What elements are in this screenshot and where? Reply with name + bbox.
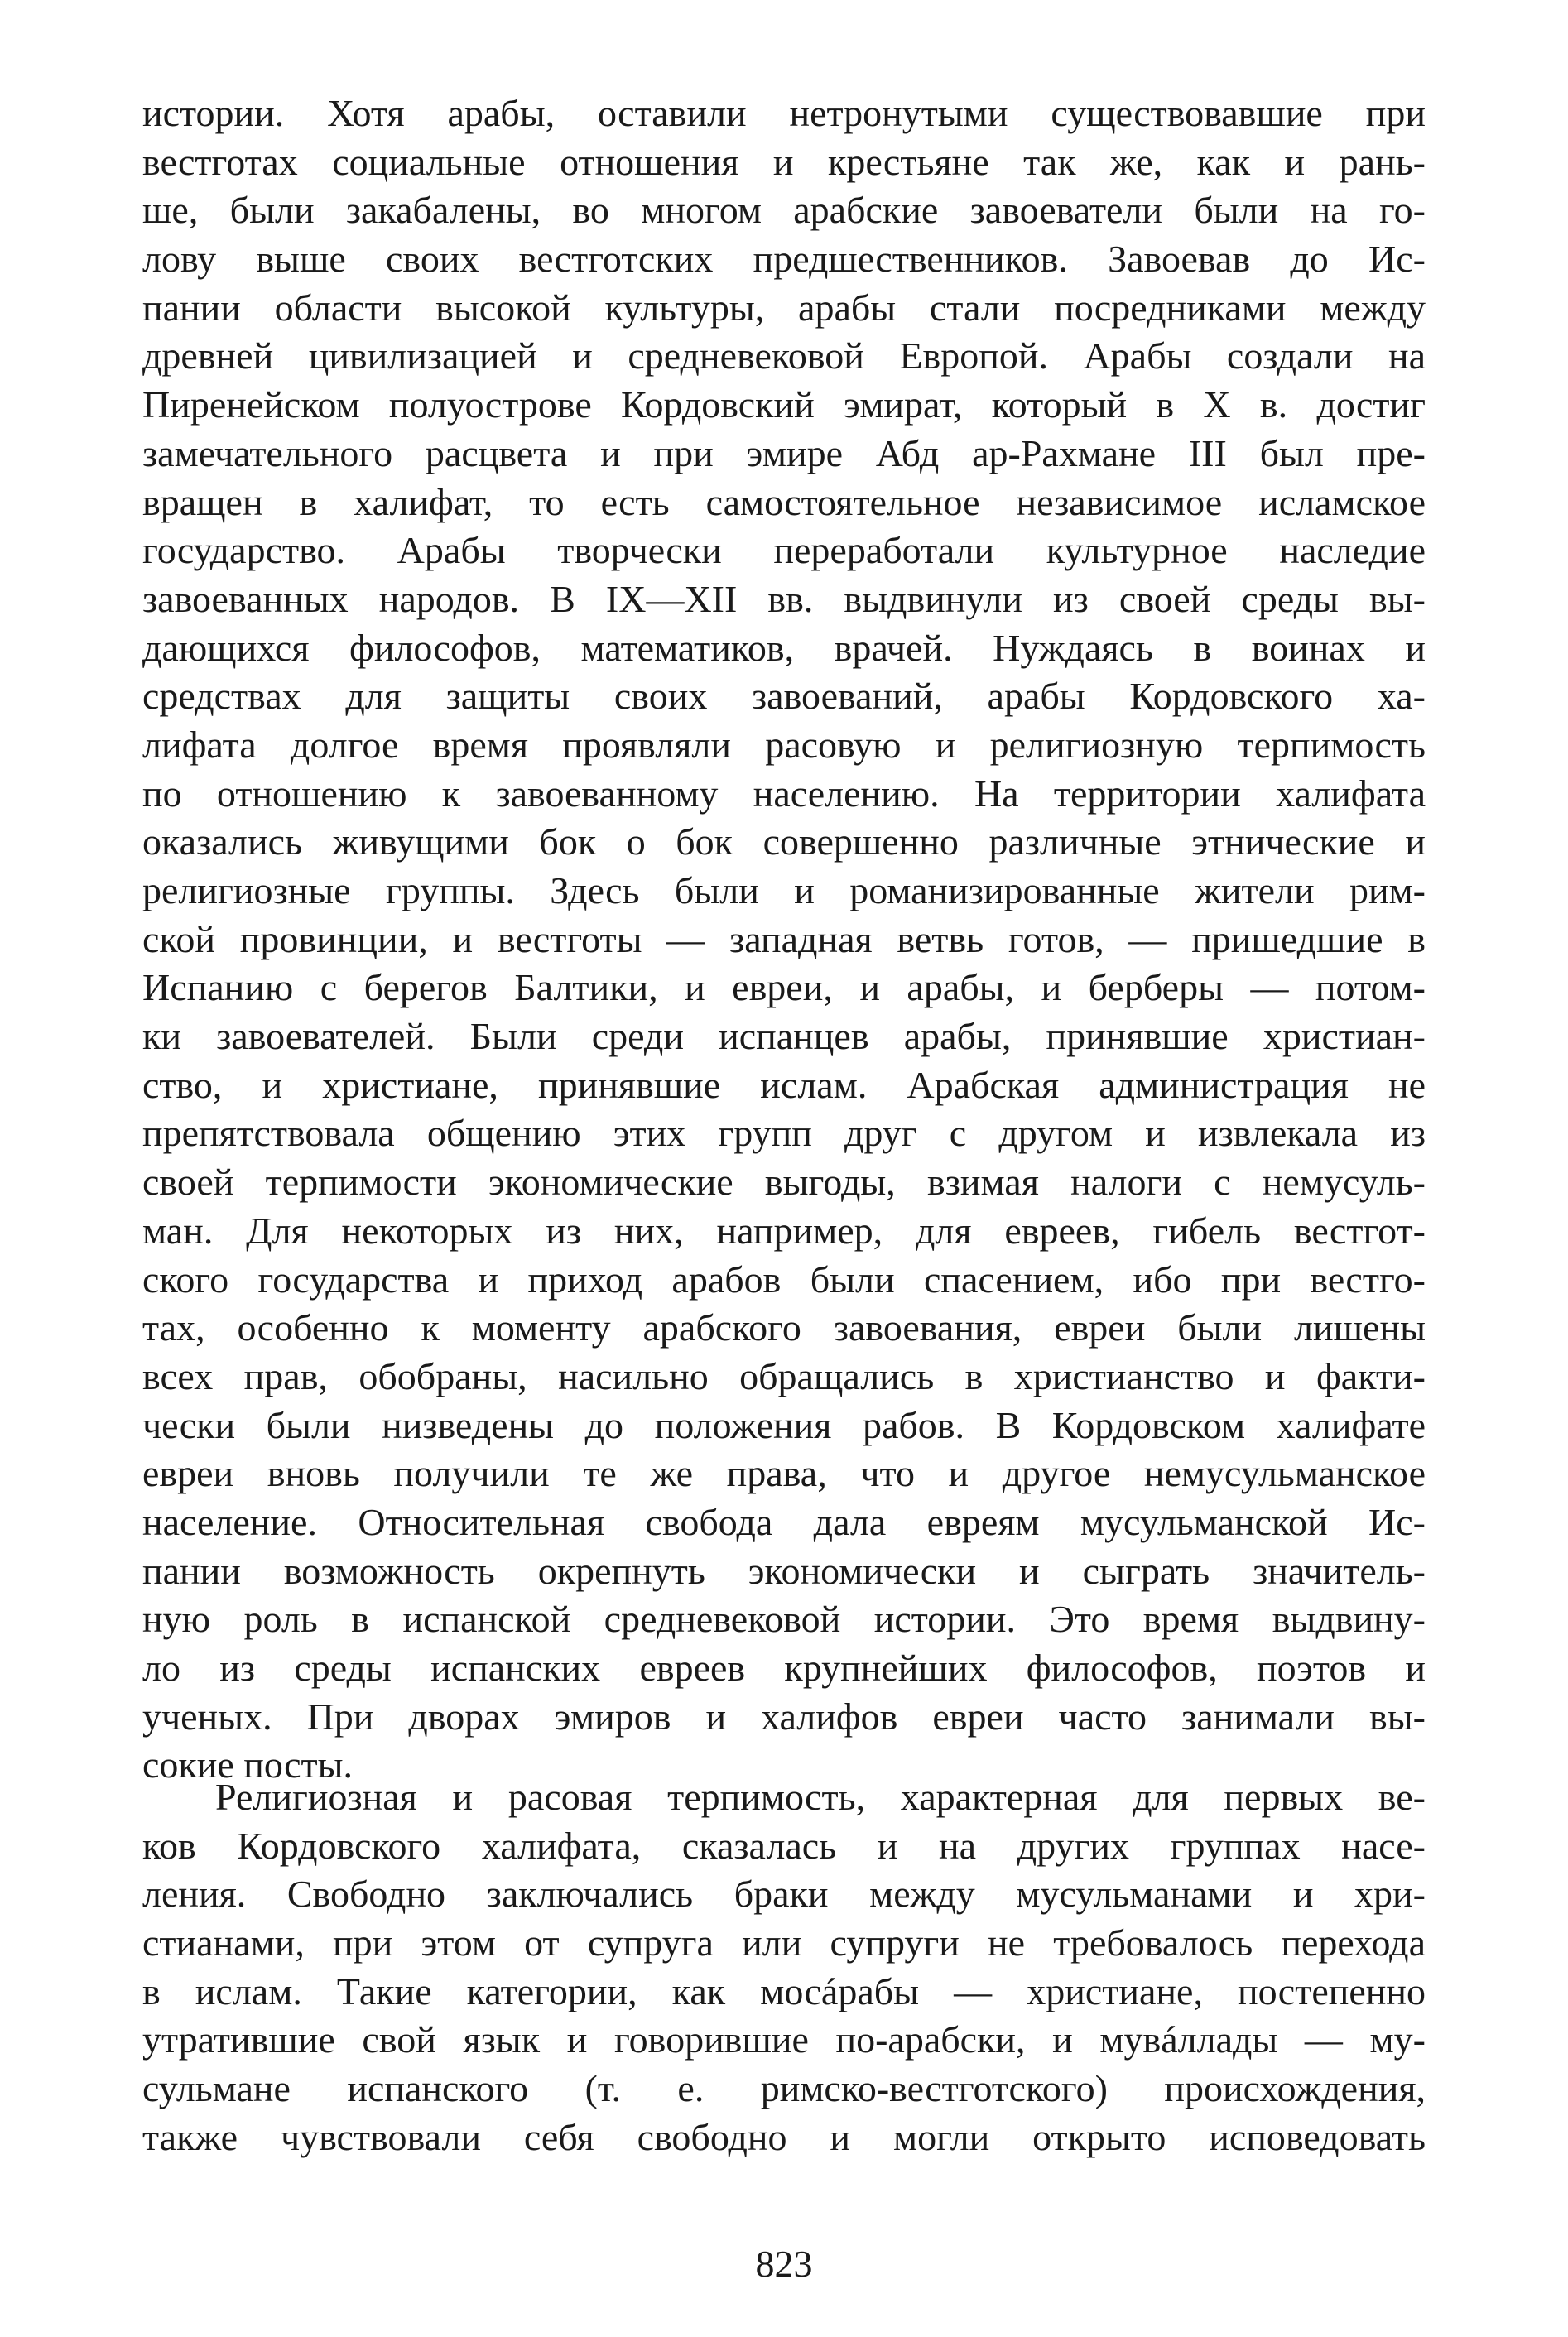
- text-line: утратившие свой язык и говорившие по-арабски, и мувáллады — му-: [142, 2018, 1426, 2061]
- text-line: религиозные группы. Здесь были и романизированные жители рим-: [142, 869, 1426, 911]
- text-line: в ислам. Такие категории, как мосáрабы — христиане, постепенно: [142, 1969, 1426, 2012]
- text-line: население. Относительная свобода дала евреям мусульманской Ис-: [142, 1500, 1426, 1543]
- text-line: сокие посты.: [142, 1743, 353, 1786]
- paragraph-2: [142, 1773, 1426, 2162]
- text-line: ло из среды испанских евреев крупнейших философов, поэтов и: [142, 1647, 1426, 1689]
- text-line: лифата долгое время проявляли расовую и религиозную терпимость: [142, 723, 1426, 766]
- text-line: завоеванных народов. В IX—XII вв. выдвинули из своей среды вы-: [142, 577, 1426, 620]
- text-line: вращен в халифат, то есть самостоятельное независимое исламское: [142, 480, 1426, 523]
- text-line: древней цивилизацией и средневековой Европой. Арабы создали на: [142, 334, 1426, 377]
- text-line: замечательного расцвета и при эмире Абд ар-Рахмане III был пре-: [142, 431, 1426, 474]
- text-line: ки завоевателей. Были среди испанцев арабы, принявшие христиан-: [142, 1015, 1426, 1058]
- text-line: ской провинции, и вестготы — западная ветвь готов, — пришедшие в: [142, 917, 1426, 960]
- text-line: истории. Хотя арабы, оставили нетронутыми существовавшие при: [142, 92, 1426, 134]
- text-line: ство, и христиане, принявшие ислам. Арабская администрация не: [142, 1063, 1426, 1106]
- text-line: государство. Арабы творчески переработали культурное наследие: [142, 529, 1426, 572]
- text-line: ман. Для некоторых из них, например, для евреев, гибель вестгот-: [142, 1209, 1426, 1252]
- text-line: ученых. При дворах эмиров и халифов евреи часто занимали вы-: [142, 1695, 1426, 1738]
- text-line: евреи вновь получили те же права, что и другое немусульманское: [142, 1452, 1426, 1495]
- text-line: по отношению к завоеванному населению. На территории халифата: [142, 772, 1426, 815]
- text-line: Пиренейском полуострове Кордовский эмират, который в X в. достиг: [142, 383, 1426, 426]
- text-line: средствах для защиты своих завоеваний, арабы Кордовского ха-: [142, 675, 1426, 718]
- text-line: также чувствовали себя свободно и могли открыто исповедовать: [142, 2115, 1426, 2158]
- text-line: вестготах социальные отношения и крестьяне так же, как и рань-: [142, 140, 1426, 183]
- text-line: сульмане испанского (т. е. римско-вестготского) происхождения,: [142, 2067, 1426, 2110]
- text-line: чески были низведены до положения рабов. В Кордовском халифате: [142, 1403, 1426, 1446]
- text-line: дающихся философов, математиков, врачей. Нуждаясь в воинах и: [142, 626, 1426, 669]
- text-line: лову выше своих вестготских предшественников. Завоевав до Ис-: [142, 238, 1426, 281]
- text-line: ную роль в испанской средневековой истории. Это время выдвину-: [142, 1598, 1426, 1641]
- text-line: своей терпимости экономические выгоды, взимая налоги с немусуль-: [142, 1161, 1426, 1204]
- paragraph-1: [142, 89, 1426, 1790]
- text-line: препятствовала общению этих групп друг с другом и извлекала из: [142, 1112, 1426, 1155]
- page-number: 823: [755, 2243, 813, 2285]
- text-line: ления. Свободно заключались браки между мусульманами и хри-: [142, 1873, 1426, 1916]
- text-line: пании области высокой культуры, арабы стали посредниками между: [142, 286, 1426, 329]
- text-line: оказались живущими бок о бок совершенно различные этнические и: [142, 820, 1426, 863]
- text-line: Испанию с берегов Балтики, и евреи, и арабы, и берберы — потом-: [142, 966, 1426, 1009]
- text-line: Религиозная и расовая терпимость, характерная для первых ве-: [215, 1776, 1426, 1818]
- text-line: ков Кордовского халифата, сказалась и на других группах насе-: [142, 1824, 1426, 1867]
- text-line: тах, особенно к моменту арабского завоевания, евреи были лишены: [142, 1306, 1426, 1349]
- text-line: ше, были закабалены, во многом арабские завоеватели были на го-: [142, 189, 1426, 232]
- text-line: ского государства и приход арабов были спасением, ибо при вестго-: [142, 1257, 1426, 1301]
- text-line: всех прав, обобраны, насильно обращались в христианство и факти-: [142, 1354, 1426, 1397]
- text-line: стианами, при этом от супруга или супруги не требовалось перехода: [142, 1921, 1426, 1964]
- text-line: пании возможность окрепнуть экономически и сыграть значитель-: [142, 1549, 1426, 1592]
